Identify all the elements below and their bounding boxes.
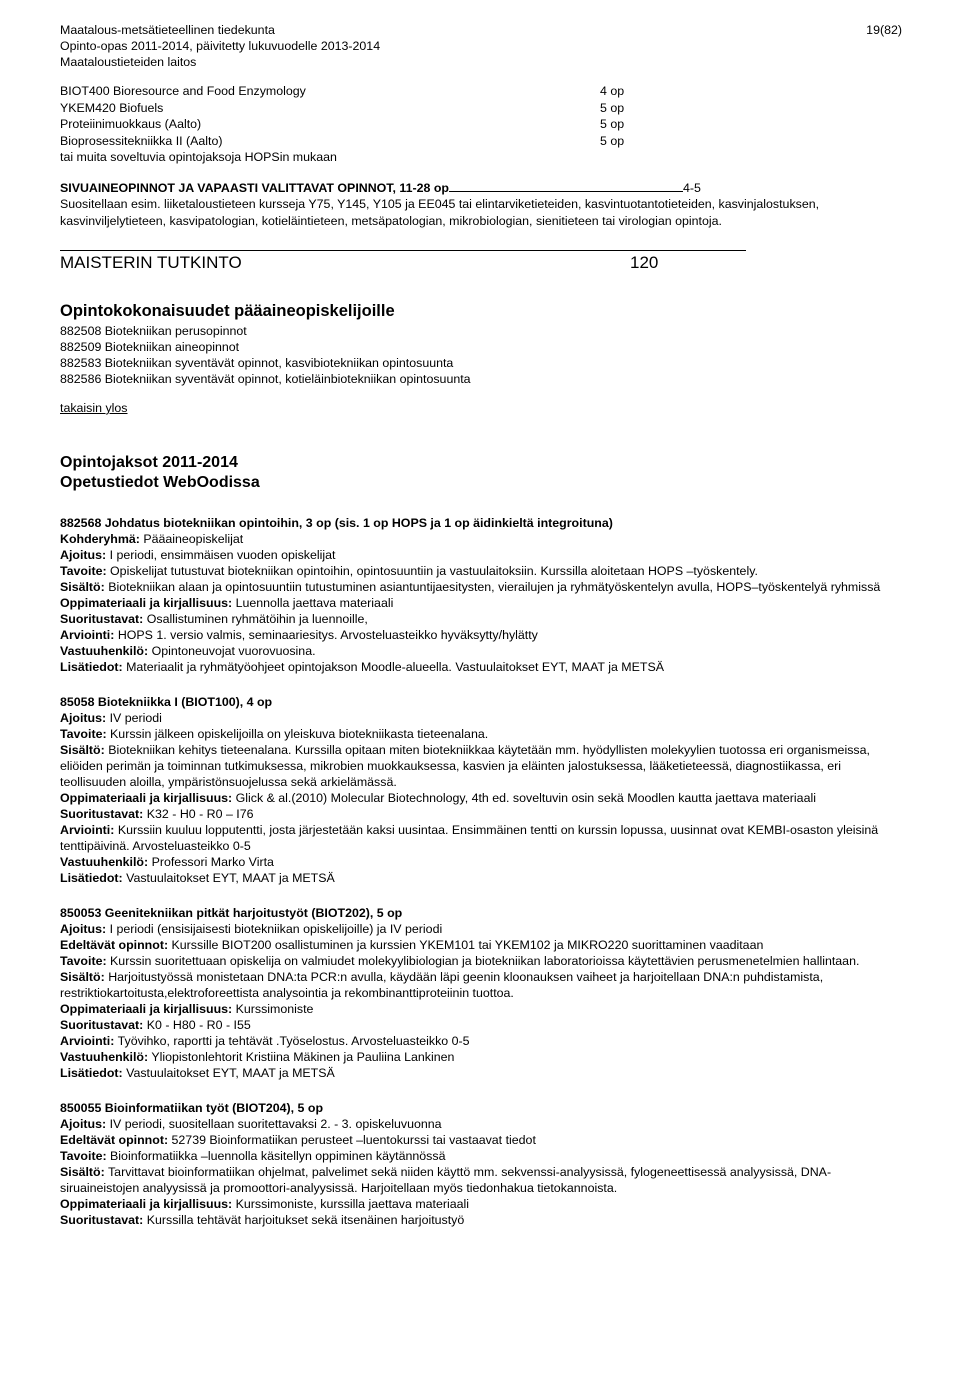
course-field [60, 547, 910, 563]
course-field [60, 1196, 910, 1212]
master-credits: 120 [630, 252, 659, 272]
field-label: Suoritustavat: [60, 1212, 144, 1227]
elective-title: SIVUAINEOPINNOT JA VAPAASTI VALITTAVAT OPINNOT, 11-28 op [60, 180, 449, 195]
elective-text: Suositellaan esim. liiketaloustieteen kursseja Y75, Y145, Y105 ja EE045 tai elintarviketieteiden, kasvintuotantotieteiden, kasvinjalostuksen, kasvinviljelytieteen, kasvipatologian, kotieläintieteen, metsäpatologian, mikrobiologian, sienitieteen tai virologian opintoja. [60, 196, 820, 228]
study-name: YKEM420 Biofuels [60, 100, 164, 115]
course-field [60, 822, 910, 854]
field-label: Sisältö: [60, 1164, 105, 1179]
field-label: Kohderyhmä: [60, 531, 140, 546]
field-value: Professori Marko Virta [148, 854, 274, 869]
field-label: Suoritustavat: [60, 611, 144, 626]
field-value: Materiaalit ja ryhmätyöohjeet opintojakson Moodle-alueella. Vastuulaitokset EYT, MAAT ja METSÄ [122, 659, 664, 674]
course-field [60, 1132, 910, 1148]
course-block [60, 905, 910, 1081]
course-field [60, 531, 910, 547]
field-value: Vastuulaitokset EYT, MAAT ja METSÄ [122, 870, 335, 885]
study-credits [600, 149, 680, 166]
field-label: Tavoite: [60, 953, 107, 968]
field-label: Tavoite: [60, 1148, 107, 1163]
course-field [60, 595, 910, 611]
field-label: Oppimateriaali ja kirjallisuus: [60, 1196, 233, 1211]
weboodi-title: Opetustiedot WebOodissa [60, 473, 260, 491]
field-label: Arviointi: [60, 822, 115, 837]
course-field [60, 1148, 910, 1164]
field-value: Kurssille BIOT200 osallistuminen ja kurssien YKEM101 tai YKEM102 ja MIKRO220 suorittaminen vaaditaan [168, 937, 764, 952]
field-value: Bioinformatiikka –luennolla käsitellyn oppiminen käytännössä [106, 1148, 446, 1163]
course-field [60, 643, 910, 659]
course-field [60, 870, 910, 886]
field-value: Opintoneuvojat vuorovuosina. [148, 643, 316, 658]
field-value: IV periodi, suositellaan suoritettavaksi 2. - 3. opiskeluvuonna [106, 1116, 442, 1131]
study-name: Bioprosessitekniikka II (Aalto) [60, 133, 223, 148]
field-value: Kurssiin kuuluu lopputentti, josta järjestetään kaksi uusintaa. Ensimmäinen tentti on kurssin lopussa, uusinnat ovat KEMBI-osaston yleisinä tenttipäivinä. Arvosteluasteikko 0-5 [60, 822, 879, 853]
course-field [60, 1017, 910, 1033]
field-value: Pääaineopiskelijat [139, 531, 244, 546]
courses-title: Opintojaksot 2011-2014 [60, 453, 238, 471]
course-field [60, 710, 910, 726]
field-label: Tavoite: [60, 563, 107, 578]
course-field [60, 1033, 910, 1049]
module-item: 882586 Biotekniikan syventävät opinnot, kotieläinbiotekniikan opintosuunta [60, 371, 471, 386]
field-value: Biotekniikan alaan ja opintosuuntiin tutustuminen asiantuntijaesitysten, vierailujen ja ryhmätyöskentelyn avulla, HOPS–työskentelyä ryhmissä [104, 579, 881, 594]
course-field [60, 1001, 910, 1017]
course-field [60, 854, 910, 870]
study-credits: 5 op [600, 117, 625, 131]
field-value: K32 - H0 - R0 – I76 [143, 806, 254, 821]
course-title: 85058 Biotekniikka I (BIOT100), 4 op [60, 694, 273, 709]
study-row [60, 100, 910, 117]
field-value: Opiskelijat tutustuvat biotekniikan opintoihin, opintosuuntiin ja vastuulaitoksiin. Kurssilla aloitetaan HOPS –työskentely. [106, 563, 758, 578]
course-title: 850055 Bioinformatiikan työt (BIOT204), 5 op [60, 1100, 324, 1115]
study-row [60, 149, 910, 166]
field-value: Kurssimoniste, kurssilla jaettava materiaali [232, 1196, 470, 1211]
field-value: Tarvittavat bioinformatiikan ohjelmat, palvelimet sekä niiden käyttö mm. sekvenssi-analyysissä, fylogeneettisessä analyysissä, DNA-siruaineistojen analyysissä ja promoottori-analyysissä. Harjoitellaan myös tiedonhakua tietokannoista. [60, 1164, 832, 1195]
field-value: Glick & al.(2010) Molecular Biotechnology, 4th ed. soveltuvin osin sekä Moodlen kautta jaettava materiaali [232, 790, 816, 805]
field-label: Lisätiedot: [60, 1065, 123, 1080]
document-page [60, 22, 910, 1228]
page-header [60, 22, 910, 70]
course-block [60, 515, 910, 675]
field-label: Tavoite: [60, 726, 107, 741]
course-field [60, 953, 910, 969]
field-label: Ajoitus: [60, 921, 107, 936]
field-label: Suoritustavat: [60, 1017, 144, 1032]
module-item: 882508 Biotekniikan perusopinnot [60, 323, 247, 338]
module-item: 882509 Biotekniikan aineopinnot [60, 339, 240, 354]
modules-heading: Opintokokonaisuudet pääaineopiskelijoille [60, 301, 395, 320]
master-divider [60, 250, 746, 251]
course-field [60, 579, 910, 595]
study-credits: 5 op [600, 100, 625, 115]
course-field [60, 790, 910, 806]
course-field [60, 806, 910, 822]
field-label: Sisältö: [60, 742, 105, 757]
elective-range: 4-5 [682, 180, 701, 195]
study-list [60, 83, 910, 166]
course-field [60, 627, 910, 643]
course-field [60, 1212, 910, 1228]
study-credits: 4 op [600, 84, 625, 98]
course-field [60, 563, 910, 579]
field-label: Sisältö: [60, 969, 105, 984]
field-value: Työvihko, raportti ja tehtävät .Työselostus. Arvosteluasteikko 0-5 [114, 1033, 470, 1048]
course-field [60, 1065, 910, 1081]
field-value: Yliopistonlehtorit Kristiina Mäkinen ja Pauliina Lankinen [148, 1049, 455, 1064]
course-title: 850053 Geenitekniikan pitkät harjoitustyöt (BIOT202), 5 op [60, 905, 403, 920]
courses-heading [60, 453, 910, 493]
study-credits: 5 op [600, 133, 625, 148]
field-label: Vastuuhenkilö: [60, 854, 149, 869]
course-block [60, 1100, 910, 1228]
field-value: I periodi, ensimmäisen vuoden opiskelijat [106, 547, 336, 562]
field-label: Vastuuhenkilö: [60, 1049, 149, 1064]
course-field [60, 726, 910, 742]
course-field [60, 1116, 910, 1132]
course-field [60, 659, 910, 675]
field-label: Ajoitus: [60, 1116, 107, 1131]
course-field [60, 969, 910, 1001]
field-label: Vastuuhenkilö: [60, 643, 149, 658]
field-label: Oppimateriaali ja kirjallisuus: [60, 1001, 233, 1016]
study-name: Proteiinimuokkaus (Aalto) [60, 117, 202, 131]
study-row [60, 116, 910, 133]
module-item: 882583 Biotekniikan syventävät opinnot, kasvibiotekniikan opintosuunta [60, 355, 454, 370]
study-name: tai muita soveltuvia opintojaksoja HOPSin mukaan [60, 150, 337, 164]
elective-section [60, 180, 910, 230]
field-label: Ajoitus: [60, 710, 107, 725]
master-heading [60, 253, 910, 273]
field-label: Oppimateriaali ja kirjallisuus: [60, 595, 233, 610]
modules-list [60, 323, 910, 387]
field-label: Arviointi: [60, 1033, 115, 1048]
back-to-top-link[interactable]: takaisin ylos [60, 400, 128, 415]
course-field [60, 1164, 910, 1196]
field-value: I periodi (ensisijaisesti biotekniikan opiskelijoille) ja IV periodi [106, 921, 443, 936]
field-value: Kurssin suoritettuaan opiskelija on valmiudet molekyylibiologian ja biotekniikan laboratorioissa käytettävien perusmenetelmien hallintaan. [106, 953, 860, 968]
field-value: Luennolla jaettava materiaali [232, 595, 394, 610]
course-field [60, 921, 910, 937]
field-value: Kurssin jälkeen opiskelijoilla on yleiskuva biotekniikasta tieteenalana. [106, 726, 489, 741]
department-name: Maataloustieteiden laitos [60, 55, 197, 69]
field-label: Arviointi: [60, 627, 115, 642]
field-value: Kurssimoniste [232, 1001, 314, 1016]
field-value: HOPS 1. versio valmis, seminaariesitys. Arvosteluasteikko hyväksytty/hylätty [114, 627, 538, 642]
field-value: Harjoitustyössä monistetaan DNA:ta PCR:n avulla, käydään läpi geenin kloonauksen vaiheet ja harjoitellaan DNA:n puhdistamista, restriktiokartoitusta,elektroforeettista analysointia ja rekombinanttiproteiinin tuottoa. [60, 969, 824, 1000]
course-field [60, 937, 910, 953]
field-value: Biotekniikan kehitys tieteenalana. Kurssilla opitaan miten biotekniikkaa käytetään mm. hyödyllisten molekyylien tuotossa eri organismeissa, eliöiden perimän ja toiminnan tutkimuksessa, mikrobien muokkauksessa, kasvien ja eläinten jalostuksessa, lääketieteessä, diagnostiikassa, eri teollisuuden aloilla, ympäristönsuojelussa sekä arkielämässä. [60, 742, 870, 789]
field-label: Edeltävät opinnot: [60, 937, 169, 952]
course-title: 882568 Johdatus biotekniikan opintoihin, 3 op (sis. 1 op HOPS ja 1 op äidinkieltä integroituna) [60, 515, 613, 530]
field-value: Vastuulaitokset EYT, MAAT ja METSÄ [122, 1065, 335, 1080]
course-list [60, 515, 910, 1228]
field-label: Lisätiedot: [60, 870, 123, 885]
field-label: Suoritustavat: [60, 806, 144, 821]
field-value: Osallistuminen ryhmätöihin ja luennoille, [143, 611, 368, 626]
field-label: Ajoitus: [60, 547, 107, 562]
guide-title: Opinto-opas 2011-2014, päivitetty lukuvuodelle 2013-2014 [60, 39, 381, 53]
course-field [60, 1049, 910, 1065]
master-title: MAISTERIN TUTKINTO [60, 252, 242, 272]
page-number: 19(82) [866, 23, 902, 37]
field-label: Lisätiedot: [60, 659, 123, 674]
study-row [60, 83, 910, 100]
field-label: Edeltävät opinnot: [60, 1132, 169, 1147]
faculty-name: Maatalous-metsätieteellinen tiedekunta [60, 23, 275, 37]
field-value: 52739 Bioinformatiikan perusteet –luentokurssi tai vastaavat tiedot [168, 1132, 536, 1147]
title-underline [449, 180, 683, 192]
field-label: Oppimateriaali ja kirjallisuus: [60, 790, 233, 805]
course-field [60, 611, 910, 627]
field-label: Sisältö: [60, 579, 105, 594]
field-value: K0 - H80 - R0 - I55 [143, 1017, 251, 1032]
study-row [60, 133, 910, 150]
study-name: BIOT400 Bioresource and Food Enzymology [60, 84, 306, 98]
field-value: IV periodi [106, 710, 162, 725]
course-block [60, 694, 910, 886]
field-value: Kurssilla tehtävät harjoitukset sekä itsenäinen harjoitustyö [143, 1212, 465, 1227]
course-field [60, 742, 910, 790]
